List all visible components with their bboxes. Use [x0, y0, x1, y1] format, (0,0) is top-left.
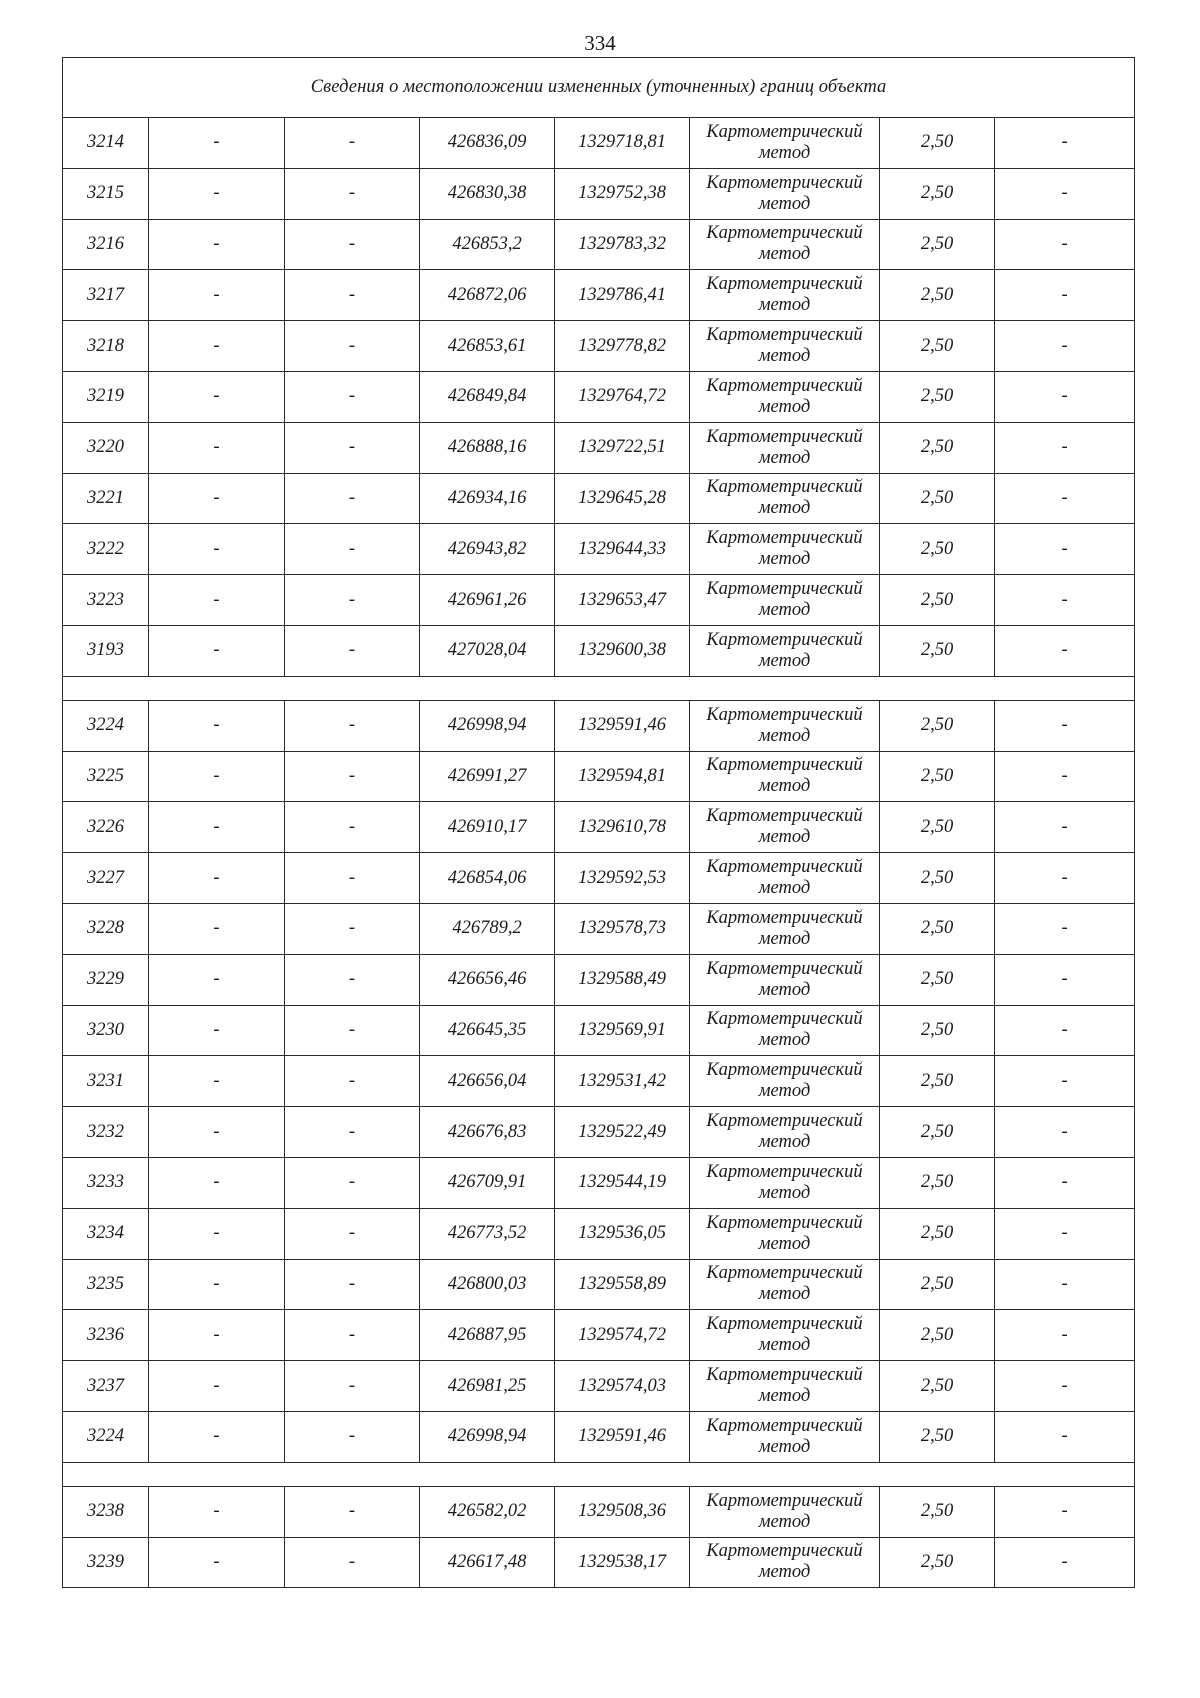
table-title-row [63, 58, 1135, 118]
description-cell: - [995, 1056, 1135, 1107]
old-x-cell: - [149, 321, 285, 372]
new-y-cell: 1329752,38 [555, 168, 690, 219]
method-cell: Картометрический метод [690, 168, 880, 219]
old-x-cell: - [149, 1208, 285, 1259]
method-cell: Картометрический метод [690, 1259, 880, 1310]
old-x-cell: - [149, 1157, 285, 1208]
new-x-cell: 426836,09 [420, 118, 555, 169]
old-x-cell: - [149, 1411, 285, 1462]
table-row [63, 751, 1135, 802]
table-row [63, 1259, 1135, 1310]
old-x-cell: - [149, 1259, 285, 1310]
new-x-cell: 426656,46 [420, 954, 555, 1005]
new-x-cell: 426645,35 [420, 1005, 555, 1056]
table-row [63, 625, 1135, 676]
point-number-cell: 3193 [63, 625, 149, 676]
old-y-cell: - [285, 700, 420, 751]
table-row [63, 1310, 1135, 1361]
old-y-cell: - [285, 321, 420, 372]
old-x-cell: - [149, 575, 285, 626]
old-y-cell: - [285, 1537, 420, 1588]
method-cell: Картометрический метод [690, 219, 880, 270]
point-number-cell: 3234 [63, 1208, 149, 1259]
old-y-cell: - [285, 853, 420, 904]
new-y-cell: 1329764,72 [555, 371, 690, 422]
contour-separator-row [63, 1462, 1135, 1486]
new-x-cell: 426656,04 [420, 1056, 555, 1107]
old-y-cell: - [285, 1486, 420, 1537]
description-cell: - [995, 1361, 1135, 1412]
description-cell: - [995, 625, 1135, 676]
table-row [63, 168, 1135, 219]
new-x-cell: 426998,94 [420, 700, 555, 751]
old-x-cell: - [149, 473, 285, 524]
new-y-cell: 1329786,41 [555, 270, 690, 321]
accuracy-cell: 2,50 [880, 1157, 995, 1208]
point-number-cell: 3217 [63, 270, 149, 321]
accuracy-cell: 2,50 [880, 168, 995, 219]
method-cell: Картометрический метод [690, 321, 880, 372]
table-row [63, 1208, 1135, 1259]
method-cell: Картометрический метод [690, 473, 880, 524]
old-x-cell: - [149, 1107, 285, 1158]
contour-separator-cell [63, 1462, 1135, 1486]
method-cell: Картометрический метод [690, 524, 880, 575]
description-cell: - [995, 118, 1135, 169]
point-number-cell: 3227 [63, 853, 149, 904]
point-number-cell: 3218 [63, 321, 149, 372]
new-x-cell: 426582,02 [420, 1486, 555, 1537]
new-x-cell: 426830,38 [420, 168, 555, 219]
point-number-cell: 3229 [63, 954, 149, 1005]
method-cell: Картометрический метод [690, 1310, 880, 1361]
new-x-cell: 426617,48 [420, 1537, 555, 1588]
old-y-cell: - [285, 1411, 420, 1462]
method-cell: Картометрический метод [690, 802, 880, 853]
description-cell: - [995, 1259, 1135, 1310]
point-number-cell: 3221 [63, 473, 149, 524]
description-cell: - [995, 802, 1135, 853]
description-cell: - [995, 954, 1135, 1005]
point-number-cell: 3223 [63, 575, 149, 626]
method-cell: Картометрический метод [690, 1107, 880, 1158]
accuracy-cell: 2,50 [880, 1310, 995, 1361]
method-cell: Картометрический метод [690, 575, 880, 626]
description-cell: - [995, 371, 1135, 422]
page-number: 334 [584, 31, 616, 55]
accuracy-cell: 2,50 [880, 1361, 995, 1412]
method-cell: Картометрический метод [690, 371, 880, 422]
accuracy-cell: 2,50 [880, 751, 995, 802]
table-row [63, 954, 1135, 1005]
old-x-cell: - [149, 371, 285, 422]
accuracy-cell: 2,50 [880, 524, 995, 575]
description-cell: - [995, 700, 1135, 751]
description-cell: - [995, 1208, 1135, 1259]
table-row [63, 219, 1135, 270]
point-number-cell: 3238 [63, 1486, 149, 1537]
point-number-cell: 3230 [63, 1005, 149, 1056]
method-cell: Картометрический метод [690, 1208, 880, 1259]
table-row [63, 1005, 1135, 1056]
table-row [63, 371, 1135, 422]
method-cell: Картометрический метод [690, 1537, 880, 1588]
accuracy-cell: 2,50 [880, 802, 995, 853]
old-y-cell: - [285, 625, 420, 676]
old-y-cell: - [285, 219, 420, 270]
old-y-cell: - [285, 118, 420, 169]
point-number-cell: 3231 [63, 1056, 149, 1107]
accuracy-cell: 2,50 [880, 625, 995, 676]
description-cell: - [995, 1486, 1135, 1537]
table-row [63, 1361, 1135, 1412]
old-x-cell: - [149, 1486, 285, 1537]
table-row [63, 1537, 1135, 1588]
description-cell: - [995, 1310, 1135, 1361]
new-x-cell: 426961,26 [420, 575, 555, 626]
method-cell: Картометрический метод [690, 1411, 880, 1462]
old-x-cell: - [149, 219, 285, 270]
new-y-cell: 1329591,46 [555, 1411, 690, 1462]
method-cell: Картометрический метод [690, 954, 880, 1005]
old-y-cell: - [285, 473, 420, 524]
point-number-cell: 3224 [63, 700, 149, 751]
new-x-cell: 426910,17 [420, 802, 555, 853]
description-cell: - [995, 903, 1135, 954]
new-x-cell: 426887,95 [420, 1310, 555, 1361]
accuracy-cell: 2,50 [880, 700, 995, 751]
new-y-cell: 1329578,73 [555, 903, 690, 954]
old-x-cell: - [149, 625, 285, 676]
old-y-cell: - [285, 422, 420, 473]
new-y-cell: 1329594,81 [555, 751, 690, 802]
method-cell: Картометрический метод [690, 1486, 880, 1537]
contour-separator-cell [63, 676, 1135, 700]
description-cell: - [995, 1157, 1135, 1208]
method-cell: Картометрический метод [690, 751, 880, 802]
new-y-cell: 1329531,42 [555, 1056, 690, 1107]
new-y-cell: 1329591,46 [555, 700, 690, 751]
table-row [63, 903, 1135, 954]
accuracy-cell: 2,50 [880, 1411, 995, 1462]
old-x-cell: - [149, 700, 285, 751]
method-cell: Картометрический метод [690, 118, 880, 169]
new-y-cell: 1329536,05 [555, 1208, 690, 1259]
accuracy-cell: 2,50 [880, 575, 995, 626]
table-row [63, 1411, 1135, 1462]
accuracy-cell: 2,50 [880, 371, 995, 422]
point-number-cell: 3222 [63, 524, 149, 575]
accuracy-cell: 2,50 [880, 118, 995, 169]
table-row [63, 118, 1135, 169]
old-x-cell: - [149, 422, 285, 473]
old-y-cell: - [285, 524, 420, 575]
description-cell: - [995, 1107, 1135, 1158]
new-x-cell: 426888,16 [420, 422, 555, 473]
method-cell: Картометрический метод [690, 625, 880, 676]
new-y-cell: 1329558,89 [555, 1259, 690, 1310]
new-x-cell: 426709,91 [420, 1157, 555, 1208]
old-y-cell: - [285, 1107, 420, 1158]
old-x-cell: - [149, 118, 285, 169]
description-cell: - [995, 219, 1135, 270]
new-x-cell: 426849,84 [420, 371, 555, 422]
accuracy-cell: 2,50 [880, 1005, 995, 1056]
description-cell: - [995, 1005, 1135, 1056]
new-y-cell: 1329783,32 [555, 219, 690, 270]
method-cell: Картометрический метод [690, 1157, 880, 1208]
description-cell: - [995, 473, 1135, 524]
point-number-cell: 3219 [63, 371, 149, 422]
point-number-cell: 3235 [63, 1259, 149, 1310]
new-x-cell: 426872,06 [420, 270, 555, 321]
accuracy-cell: 2,50 [880, 853, 995, 904]
new-y-cell: 1329722,51 [555, 422, 690, 473]
table-row [63, 575, 1135, 626]
old-x-cell: - [149, 270, 285, 321]
point-number-cell: 3232 [63, 1107, 149, 1158]
table-row [63, 1056, 1135, 1107]
old-x-cell: - [149, 1005, 285, 1056]
accuracy-cell: 2,50 [880, 270, 995, 321]
old-x-cell: - [149, 1361, 285, 1412]
new-x-cell: 427028,04 [420, 625, 555, 676]
accuracy-cell: 2,50 [880, 321, 995, 372]
old-y-cell: - [285, 371, 420, 422]
table-row [63, 802, 1135, 853]
new-y-cell: 1329569,91 [555, 1005, 690, 1056]
new-y-cell: 1329600,38 [555, 625, 690, 676]
table-row [63, 1107, 1135, 1158]
new-x-cell: 426789,2 [420, 903, 555, 954]
old-x-cell: - [149, 954, 285, 1005]
new-y-cell: 1329592,53 [555, 853, 690, 904]
description-cell: - [995, 853, 1135, 904]
new-y-cell: 1329522,49 [555, 1107, 690, 1158]
new-x-cell: 426773,52 [420, 1208, 555, 1259]
old-y-cell: - [285, 1157, 420, 1208]
point-number-cell: 3225 [63, 751, 149, 802]
accuracy-cell: 2,50 [880, 1537, 995, 1588]
method-cell: Картометрический метод [690, 1005, 880, 1056]
new-y-cell: 1329645,28 [555, 473, 690, 524]
accuracy-cell: 2,50 [880, 1486, 995, 1537]
old-x-cell: - [149, 802, 285, 853]
new-x-cell: 426800,03 [420, 1259, 555, 1310]
point-number-cell: 3237 [63, 1361, 149, 1412]
description-cell: - [995, 270, 1135, 321]
table-row [63, 422, 1135, 473]
old-x-cell: - [149, 524, 285, 575]
new-y-cell: 1329778,82 [555, 321, 690, 372]
table-row [63, 473, 1135, 524]
description-cell: - [995, 751, 1135, 802]
new-x-cell: 426981,25 [420, 1361, 555, 1412]
description-cell: - [995, 321, 1135, 372]
point-number-cell: 3226 [63, 802, 149, 853]
accuracy-cell: 2,50 [880, 473, 995, 524]
accuracy-cell: 2,50 [880, 1107, 995, 1158]
new-y-cell: 1329574,03 [555, 1361, 690, 1412]
table-title: Сведения о местоположении измененных (уточненных) границ объекта [63, 58, 1135, 118]
table-row [63, 700, 1135, 751]
point-number-cell: 3215 [63, 168, 149, 219]
description-cell: - [995, 1537, 1135, 1588]
contour-separator-row [63, 676, 1135, 700]
new-y-cell: 1329538,17 [555, 1537, 690, 1588]
point-number-cell: 3214 [63, 118, 149, 169]
point-number-cell: 3220 [63, 422, 149, 473]
description-cell: - [995, 524, 1135, 575]
accuracy-cell: 2,50 [880, 219, 995, 270]
new-x-cell: 426676,83 [420, 1107, 555, 1158]
boundary-coordinates-table [62, 57, 1135, 1588]
old-y-cell: - [285, 270, 420, 321]
point-number-cell: 3233 [63, 1157, 149, 1208]
new-y-cell: 1329508,36 [555, 1486, 690, 1537]
old-y-cell: - [285, 575, 420, 626]
point-number-cell: 3239 [63, 1537, 149, 1588]
old-x-cell: - [149, 1056, 285, 1107]
old-x-cell: - [149, 168, 285, 219]
new-x-cell: 426998,94 [420, 1411, 555, 1462]
old-y-cell: - [285, 751, 420, 802]
table-row [63, 853, 1135, 904]
method-cell: Картометрический метод [690, 700, 880, 751]
new-y-cell: 1329653,47 [555, 575, 690, 626]
accuracy-cell: 2,50 [880, 1056, 995, 1107]
new-y-cell: 1329574,72 [555, 1310, 690, 1361]
accuracy-cell: 2,50 [880, 422, 995, 473]
table-row [63, 321, 1135, 372]
accuracy-cell: 2,50 [880, 1259, 995, 1310]
old-x-cell: - [149, 1537, 285, 1588]
new-x-cell: 426943,82 [420, 524, 555, 575]
old-y-cell: - [285, 1056, 420, 1107]
point-number-cell: 3216 [63, 219, 149, 270]
old-x-cell: - [149, 853, 285, 904]
old-y-cell: - [285, 903, 420, 954]
new-y-cell: 1329644,33 [555, 524, 690, 575]
description-cell: - [995, 575, 1135, 626]
method-cell: Картометрический метод [690, 1361, 880, 1412]
description-cell: - [995, 422, 1135, 473]
old-y-cell: - [285, 1259, 420, 1310]
old-y-cell: - [285, 1361, 420, 1412]
new-y-cell: 1329610,78 [555, 802, 690, 853]
method-cell: Картометрический метод [690, 1056, 880, 1107]
new-y-cell: 1329544,19 [555, 1157, 690, 1208]
table-row [63, 1486, 1135, 1537]
old-y-cell: - [285, 1310, 420, 1361]
point-number-cell: 3228 [63, 903, 149, 954]
old-y-cell: - [285, 1208, 420, 1259]
accuracy-cell: 2,50 [880, 903, 995, 954]
accuracy-cell: 2,50 [880, 954, 995, 1005]
new-x-cell: 426934,16 [420, 473, 555, 524]
method-cell: Картометрический метод [690, 270, 880, 321]
old-y-cell: - [285, 954, 420, 1005]
table-row [63, 270, 1135, 321]
old-y-cell: - [285, 1005, 420, 1056]
method-cell: Картометрический метод [690, 422, 880, 473]
new-x-cell: 426853,61 [420, 321, 555, 372]
point-number-cell: 3224 [63, 1411, 149, 1462]
new-y-cell: 1329588,49 [555, 954, 690, 1005]
new-x-cell: 426991,27 [420, 751, 555, 802]
method-cell: Картометрический метод [690, 903, 880, 954]
old-x-cell: - [149, 751, 285, 802]
method-cell: Картометрический метод [690, 853, 880, 904]
description-cell: - [995, 1411, 1135, 1462]
accuracy-cell: 2,50 [880, 1208, 995, 1259]
old-y-cell: - [285, 802, 420, 853]
description-cell: - [995, 168, 1135, 219]
new-x-cell: 426853,2 [420, 219, 555, 270]
old-x-cell: - [149, 903, 285, 954]
table-row [63, 1157, 1135, 1208]
old-y-cell: - [285, 168, 420, 219]
new-y-cell: 1329718,81 [555, 118, 690, 169]
old-x-cell: - [149, 1310, 285, 1361]
new-x-cell: 426854,06 [420, 853, 555, 904]
table-row [63, 524, 1135, 575]
point-number-cell: 3236 [63, 1310, 149, 1361]
